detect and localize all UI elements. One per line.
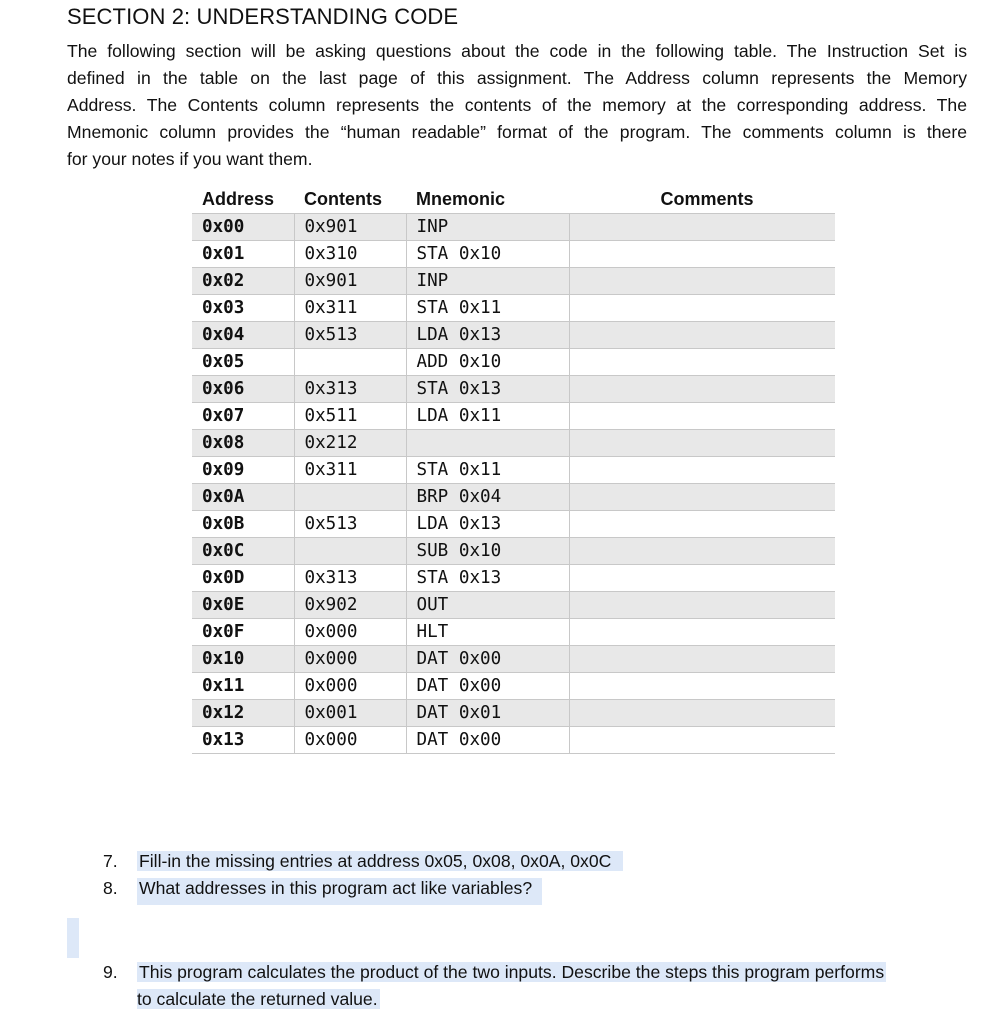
address-cell: 0x0A: [192, 484, 294, 511]
table-header-row: [192, 186, 835, 214]
comments-cell: [569, 673, 835, 700]
mnemonic-cell: BRP 0x04: [406, 484, 569, 511]
table-row: [192, 322, 835, 349]
question-number: 8.: [103, 878, 118, 898]
comments-cell: [569, 376, 835, 403]
contents-cell: [294, 538, 406, 565]
mnemonic-cell: INP: [406, 214, 569, 241]
table-body: [192, 214, 835, 754]
mnemonic-cell: DAT 0x00: [406, 727, 569, 754]
comments-cell: [569, 430, 835, 457]
comments-cell: [569, 457, 835, 484]
table-row: [192, 457, 835, 484]
comments-cell: [569, 349, 835, 376]
question-text: Fill-in the missing entries at address 0x05, 0x08, 0x0A, 0x0C: [137, 851, 623, 871]
header-contents: Contents: [304, 189, 382, 209]
address-cell: 0x0B: [192, 511, 294, 538]
contents-cell: 0x513: [294, 322, 406, 349]
address-cell: 0x12: [192, 700, 294, 727]
mnemonic-cell: LDA 0x11: [406, 403, 569, 430]
address-cell: 0x00: [192, 214, 294, 241]
contents-cell: 0x513: [294, 511, 406, 538]
contents-cell: 0x311: [294, 295, 406, 322]
table-row: [192, 430, 835, 457]
comments-cell: [569, 619, 835, 646]
mnemonic-cell: STA 0x11: [406, 295, 569, 322]
table-row: [192, 511, 835, 538]
question-9: [103, 959, 886, 986]
contents-cell: 0x310: [294, 241, 406, 268]
comments-cell: [569, 295, 835, 322]
address-cell: 0x02: [192, 268, 294, 295]
contents-cell: 0x901: [294, 214, 406, 241]
intro-line: defined in the table on the last page of this assignment. The Address column represents the Memory: [67, 68, 967, 88]
table-row: [192, 646, 835, 673]
address-cell: 0x01: [192, 241, 294, 268]
table-row: [192, 241, 835, 268]
mnemonic-cell: STA 0x11: [406, 457, 569, 484]
question-text: to calculate the returned value.: [137, 989, 378, 1009]
address-cell: 0x05: [192, 349, 294, 376]
mnemonic-cell: [406, 430, 569, 457]
intro-paragraph: [67, 38, 967, 173]
question-text: What addresses in this program act like variables?: [137, 878, 542, 905]
table-row: [192, 295, 835, 322]
contents-cell: [294, 349, 406, 376]
mnemonic-cell: INP: [406, 268, 569, 295]
table-row: [192, 484, 835, 511]
mnemonic-cell: LDA 0x13: [406, 322, 569, 349]
table-row: [192, 727, 835, 754]
mnemonic-cell: DAT 0x00: [406, 673, 569, 700]
mnemonic-cell: ADD 0x10: [406, 349, 569, 376]
address-cell: 0x0E: [192, 592, 294, 619]
contents-cell: 0x000: [294, 619, 406, 646]
mnemonic-cell: STA 0x13: [406, 565, 569, 592]
header-mnemonic: Mnemonic: [416, 189, 506, 209]
question-8: [103, 875, 542, 902]
table-row: [192, 673, 835, 700]
address-cell: 0x08: [192, 430, 294, 457]
comments-cell: [569, 403, 835, 430]
table-row: [192, 376, 835, 403]
contents-cell: 0x511: [294, 403, 406, 430]
comments-cell: [569, 646, 835, 673]
table-row: [192, 700, 835, 727]
code-table: [192, 186, 835, 754]
contents-cell: 0x311: [294, 457, 406, 484]
address-cell: 0x13: [192, 727, 294, 754]
mnemonic-cell: OUT: [406, 592, 569, 619]
question-text: This program calculates the product of the two inputs. Describe the steps this program performs: [139, 962, 885, 982]
question-7: [103, 848, 623, 875]
header-comments: Comments: [660, 189, 754, 209]
intro-line: for your notes if you want them.: [67, 149, 313, 169]
contents-cell: 0x000: [294, 646, 406, 673]
table-row: [192, 349, 835, 376]
comments-cell: [569, 268, 835, 295]
comments-cell: [569, 511, 835, 538]
question-number: 7.: [103, 851, 118, 871]
comments-cell: [569, 727, 835, 754]
address-cell: 0x09: [192, 457, 294, 484]
intro-line: Mnemonic column provides the “human readable” format of the program. The comments column is there: [67, 122, 967, 142]
mnemonic-cell: DAT 0x00: [406, 646, 569, 673]
contents-cell: 0x212: [294, 430, 406, 457]
address-cell: 0x03: [192, 295, 294, 322]
mnemonic-cell: SUB 0x10: [406, 538, 569, 565]
comments-cell: [569, 322, 835, 349]
comments-cell: [569, 538, 835, 565]
contents-cell: 0x313: [294, 565, 406, 592]
table-row: [192, 214, 835, 241]
address-cell: 0x06: [192, 376, 294, 403]
table-row: [192, 565, 835, 592]
question-number: 9.: [103, 962, 118, 982]
contents-cell: 0x313: [294, 376, 406, 403]
mnemonic-cell: DAT 0x01: [406, 700, 569, 727]
address-cell: 0x11: [192, 673, 294, 700]
contents-cell: 0x902: [294, 592, 406, 619]
address-cell: 0x0D: [192, 565, 294, 592]
header-address: Address: [202, 189, 275, 209]
question-9-continued: [137, 986, 380, 1013]
comments-cell: [569, 241, 835, 268]
comments-cell: [569, 484, 835, 511]
address-cell: 0x0C: [192, 538, 294, 565]
mnemonic-cell: HLT: [406, 619, 569, 646]
contents-cell: 0x000: [294, 673, 406, 700]
table-row: [192, 538, 835, 565]
comments-cell: [569, 565, 835, 592]
address-cell: 0x04: [192, 322, 294, 349]
address-cell: 0x0F: [192, 619, 294, 646]
selection-highlight: [67, 918, 79, 958]
comments-cell: [569, 592, 835, 619]
table-row: [192, 619, 835, 646]
mnemonic-cell: STA 0x10: [406, 241, 569, 268]
address-cell: 0x07: [192, 403, 294, 430]
intro-line: The following section will be asking questions about the code in the following table. The Instruction Set is: [67, 41, 967, 61]
table-row: [192, 592, 835, 619]
section-title: SECTION 2: UNDERSTANDING CODE: [67, 4, 459, 29]
address-cell: 0x10: [192, 646, 294, 673]
comments-cell: [569, 700, 835, 727]
mnemonic-cell: STA 0x13: [406, 376, 569, 403]
mnemonic-cell: LDA 0x13: [406, 511, 569, 538]
contents-cell: 0x001: [294, 700, 406, 727]
contents-cell: 0x000: [294, 727, 406, 754]
intro-line: Address. The Contents column represents the contents of the memory at the corresponding address. The: [67, 95, 967, 115]
contents-cell: [294, 484, 406, 511]
table-row: [192, 403, 835, 430]
table-row: [192, 268, 835, 295]
contents-cell: 0x901: [294, 268, 406, 295]
comments-cell: [569, 214, 835, 241]
